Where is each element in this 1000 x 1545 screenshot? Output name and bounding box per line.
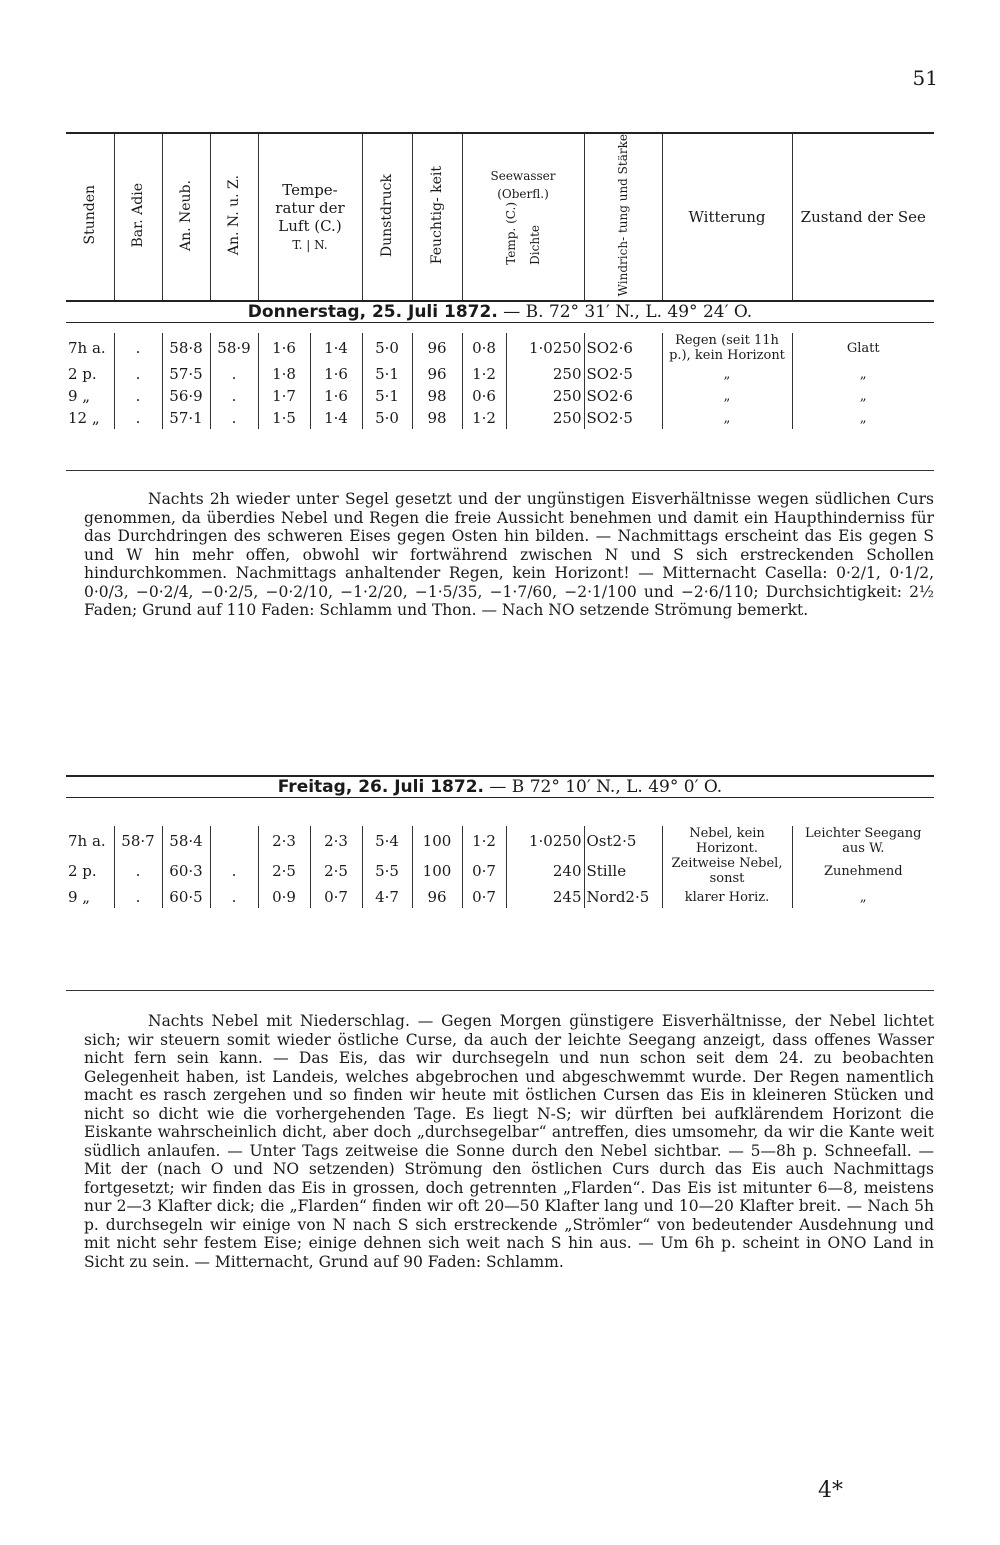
table-cell: 250 xyxy=(506,363,584,385)
table-row xyxy=(66,886,934,908)
table-cell: 58·7 xyxy=(114,826,162,856)
table-cell: 1·0250 xyxy=(506,333,584,363)
table-cell: 5·5 xyxy=(362,856,412,886)
table-cell: 0·7 xyxy=(462,886,506,908)
table-cell: „ xyxy=(662,385,792,407)
table-cell: 2·3 xyxy=(258,826,310,856)
col-dunstdruck: Dunstdruck xyxy=(362,133,412,301)
table-cell: 5·0 xyxy=(362,407,412,429)
table-cell: . xyxy=(114,385,162,407)
day1-rows xyxy=(66,333,934,429)
day2-rows xyxy=(66,826,934,908)
divider-2 xyxy=(66,990,934,991)
table-cell: 1·4 xyxy=(310,333,362,363)
col-temperatur: Tempe- ratur der Luft (C.) T. | N. xyxy=(258,133,362,301)
table-cell: 240 xyxy=(506,856,584,886)
col-an-nz: An. N. u. Z. xyxy=(210,133,258,301)
observation-table-2 xyxy=(66,775,934,908)
table-cell: SO2·6 xyxy=(584,333,662,363)
table-row xyxy=(66,407,934,429)
table-cell: 7h a. xyxy=(68,339,106,358)
table-cell: 58·8 xyxy=(162,333,210,363)
table-cell: 57·1 xyxy=(162,407,210,429)
table-cell: . xyxy=(210,407,258,429)
table-cell: klarer Horiz. xyxy=(662,886,792,908)
table-cell: 0·8 xyxy=(462,333,506,363)
table-cell: „ xyxy=(792,363,934,385)
table-cell: 2 p. xyxy=(68,862,97,880)
table-cell: . xyxy=(114,856,162,886)
day1-title: Donnerstag, 25. Juli 1872. — B. 72° 31′ N., L. 49° 24′ O. xyxy=(66,301,934,323)
table-cell: 1·8 xyxy=(258,363,310,385)
table-cell: 7h a. xyxy=(68,832,106,850)
observation-table xyxy=(66,132,934,429)
col-stunden: Stunden xyxy=(66,133,114,301)
table-cell: 98 xyxy=(412,385,462,407)
table-row xyxy=(66,826,934,856)
table-cell: 250 xyxy=(506,385,584,407)
table-cell: . xyxy=(114,363,162,385)
table-cell: 0·7 xyxy=(310,886,362,908)
table-cell: 57·5 xyxy=(162,363,210,385)
table-cell: 2·5 xyxy=(310,856,362,886)
col-bar-adie: Bar. Adie xyxy=(114,133,162,301)
table-cell: 5·1 xyxy=(362,385,412,407)
table-cell: 2 p. xyxy=(68,365,97,384)
table-cell: 1·0250 xyxy=(506,826,584,856)
table-cell: . xyxy=(210,856,258,886)
table-cell: 1·5 xyxy=(258,407,310,429)
table-cell: „ xyxy=(792,886,934,908)
table-cell: Stille xyxy=(584,856,662,886)
col-windrichtung: Windrich- tung und Stärke xyxy=(584,133,662,301)
table-cell: 5·4 xyxy=(362,826,412,856)
table-row xyxy=(66,385,934,407)
table-cell: . xyxy=(210,363,258,385)
table-cell: 1·2 xyxy=(462,363,506,385)
table-cell: 100 xyxy=(412,856,462,886)
table-cell: . xyxy=(210,886,258,908)
table-cell: „ xyxy=(792,407,934,429)
table-cell: 96 xyxy=(412,886,462,908)
table-cell: 56·9 xyxy=(162,385,210,407)
table-cell: Nord2·5 xyxy=(584,886,662,908)
table-cell: . xyxy=(210,385,258,407)
table-cell: 96 xyxy=(412,363,462,385)
table-row xyxy=(66,363,934,385)
table-cell: 2·5 xyxy=(258,856,310,886)
table-cell: 250 xyxy=(506,407,584,429)
table-cell: 1·7 xyxy=(258,385,310,407)
table-cell: 1·2 xyxy=(462,826,506,856)
table-cell: 60·3 xyxy=(162,856,210,886)
table-cell: 98 xyxy=(412,407,462,429)
divider xyxy=(66,470,934,471)
table-cell: 1·6 xyxy=(310,363,362,385)
table-cell: 5·1 xyxy=(362,363,412,385)
table-cell: SO2·5 xyxy=(584,407,662,429)
day1-text: Nachts 2h wieder unter Segel gesetzt und der ungünstigen Eisverhältnisse wegen südlichen Curs genommen, da überdies Nebel und Regen die freie Aussicht benehmen und damit ein Haupthinderniss für das Durchdringen des schweren Eises gegen Osten hin bilden. — Nachmittags erscheint das Eis gegen S und W hin mehr offen, obwohl wir fortwährend zwischen N und S sich erstreckenden Schollen hindurchkommen. Nachmittags anhaltender Regen, kein Horizont! — Mitternacht Casella: 0·2/1, 0·1/2, 0·0/3, −0·2/4, −0·2/5, −0·2/10, −1·2/20, −1·5/35, −1·7/60, −2·1/100 und −2·6/110; Durchsichtigkeit: 2½ Faden; Grund auf 110 Faden: Schlamm und Thon. — Nach NO setzende Strömung bemerkt. xyxy=(84,490,934,619)
page-number: 51 xyxy=(912,66,938,90)
table-cell: 4·7 xyxy=(362,886,412,908)
table-cell: Zeitweise Nebel, sonst xyxy=(662,856,792,886)
table-cell: Zunehmend xyxy=(792,856,934,886)
col-an-neub: An. Neub. xyxy=(162,133,210,301)
table-cell: . xyxy=(114,886,162,908)
table-cell: SO2·5 xyxy=(584,363,662,385)
col-zustand: Zustand der See xyxy=(792,133,934,301)
table-row xyxy=(66,333,934,363)
table-cell: Ost2·5 xyxy=(584,826,662,856)
table-cell: 9 „ xyxy=(68,888,91,906)
table-cell: 100 xyxy=(412,826,462,856)
table-cell: SO2·6 xyxy=(584,385,662,407)
table-cell: 5·0 xyxy=(362,333,412,363)
table-cell: 1·4 xyxy=(310,407,362,429)
table-cell: Leichter Seegang aus W. xyxy=(792,826,934,856)
table-cell: 1·6 xyxy=(258,333,310,363)
table-cell: 1·6 xyxy=(310,385,362,407)
day2-title: Freitag, 26. Juli 1872. — B 72° 10′ N., L. 49° 0′ O. xyxy=(66,776,934,798)
table-cell: 2·3 xyxy=(310,826,362,856)
table-cell: 9 „ xyxy=(68,387,91,406)
table-cell xyxy=(210,826,258,856)
signature-mark: 4* xyxy=(818,1478,843,1503)
col-witterung: Witterung xyxy=(662,133,792,301)
table-cell: . xyxy=(114,407,162,429)
table-cell: 12 „ xyxy=(68,409,100,428)
table-row xyxy=(66,856,934,886)
col-seewasser: Seewasser (Oberfl.) Temp. (C.) Dichte xyxy=(462,133,584,301)
table-cell: 58·4 xyxy=(162,826,210,856)
table-cell: 60·5 xyxy=(162,886,210,908)
table-cell: 245 xyxy=(506,886,584,908)
table-cell: . xyxy=(114,333,162,363)
table-cell: 0·9 xyxy=(258,886,310,908)
day2-text: Nachts Nebel mit Niederschlag. — Gegen Morgen günstigere Eisverhältnisse, der Nebel lichtet sich; wir steuern somit wieder östliche Curse, da auch der leichte Seegang anzeigt, dass offenes Wasser nicht fern sein kann. — Das Eis, das wir durchsegeln und nun schon seit dem 24. zu beobachten Gelegenheit haben, ist Landeis, welches abgebrochen und abgeschwemmt wurde. Der Regen namentlich macht es rasch zergehen und so finden wir heute mit östlichen Cursen das Eis in kleineren Stücken und nicht so dicht wie die vorhergehenden Tage. Es liegt N-S; wir dürften bei aufklärendem Horizont die Eiskante wahrscheinlich dicht, aber doch „durchsegelbar“ antreffen, dies umsomehr, da wir die Kante weit südlich anlaufen. — Unter Tags zeitweise die Sonne durch den Nebel sichtbar. — 5—8h p. Schneefall. — Mit der (nach O und NO setzenden) Strömung den östlichen Curs durch das Eis auch Nachmittags fortgesetzt; wir finden das Eis in grossen, doch getrennten „Flarden“. Das Eis ist mitunter 6—8, meistens nur 2—3 Klafter dick; die „Flarden“ finden wir oft 20—50 Klafter lang und 10—20 Klafter breit. — Nach 5h p. durchsegeln wir einige von N nach S sich erstreckende „Strömler“ von bedeutender Ausdehnung und mit nicht sehr festem Eise; einige dehnen sich weit nach S hin aus. — Um 6h p. scheint in ONO Land in Sicht zu sein. — Mitternacht, Grund auf 90 Faden: Schlamm. xyxy=(84,1012,934,1271)
table-cell: Nebel, kein Horizont. xyxy=(662,826,792,856)
table-cell: „ xyxy=(792,385,934,407)
table-cell: Regen (seit 11h p.), kein Horizont xyxy=(662,333,792,363)
table-cell: 96 xyxy=(412,333,462,363)
table-cell: 0·6 xyxy=(462,385,506,407)
table-cell: 1·2 xyxy=(462,407,506,429)
col-feuchtigkeit: Feuchtig- keit xyxy=(412,133,462,301)
table-cell: 0·7 xyxy=(462,856,506,886)
table-cell: 58·9 xyxy=(210,333,258,363)
table-cell: Glatt xyxy=(792,333,934,363)
table-cell: „ xyxy=(662,407,792,429)
table-cell: „ xyxy=(662,363,792,385)
